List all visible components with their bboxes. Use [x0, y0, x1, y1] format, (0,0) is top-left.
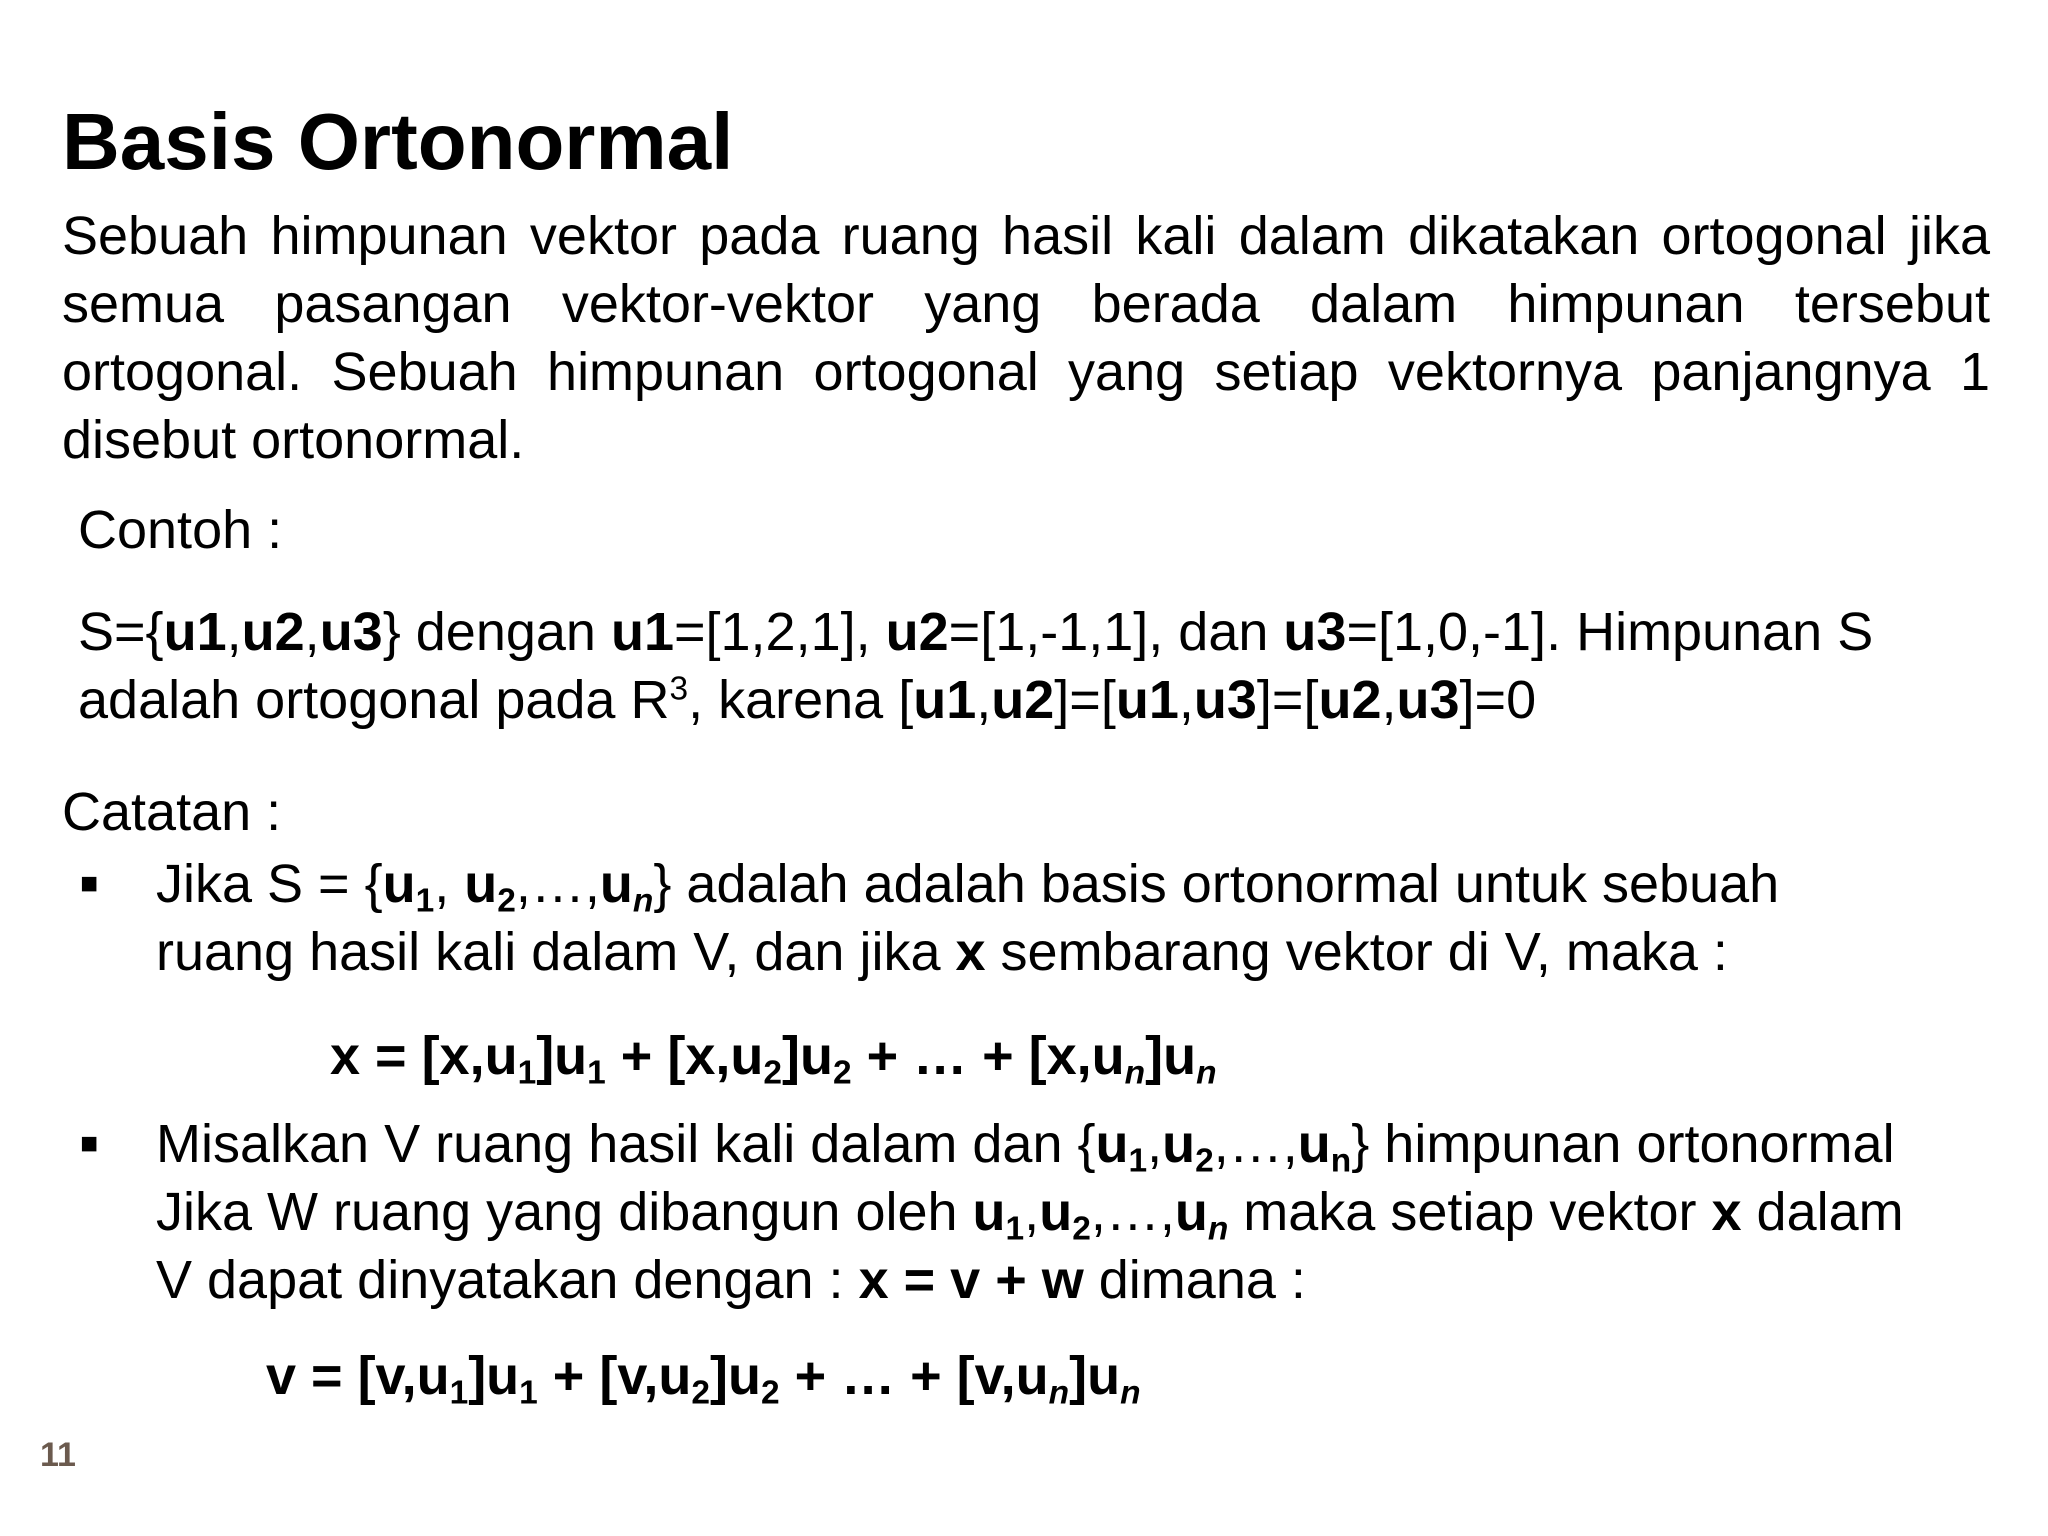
symbol: u	[1162, 1114, 1196, 1174]
text: } himpunan ortonormal	[1351, 1114, 1895, 1174]
vector-u3: u3	[1193, 670, 1257, 730]
example-line-1	[78, 598, 1873, 666]
subscript: 2	[832, 1054, 852, 1092]
text: } dengan	[382, 602, 611, 662]
symbol: u	[382, 854, 416, 914]
text: Jika W ruang yang dibangun oleh	[156, 1182, 973, 1242]
text: =[1,2,1],	[673, 602, 886, 662]
text: ]=0	[1459, 670, 1537, 730]
subscript: 1	[415, 882, 435, 920]
text: V dapat dinyatakan dengan :	[156, 1250, 859, 1310]
subscript: n	[1120, 1374, 1141, 1412]
text: ]u	[1145, 1026, 1197, 1086]
text: v = [v,u	[266, 1346, 450, 1406]
vector-u	[1297, 1114, 1352, 1180]
vector-w: w	[1041, 1250, 1084, 1310]
subscript: 1	[1005, 1210, 1025, 1248]
symbol: u	[1297, 1114, 1331, 1174]
text: ]=[	[1256, 670, 1319, 730]
text: maka setiap vektor	[1228, 1182, 1712, 1242]
vector-u2: u2	[885, 602, 949, 662]
bullet2-line-2	[156, 1178, 1904, 1246]
bullet2-line-3	[156, 1246, 1306, 1314]
text: sembarang vektor di V, maka :	[985, 922, 1728, 982]
text: } adalah adalah basis ortonormal untuk sebuah	[653, 854, 1780, 914]
symbol: u	[972, 1182, 1006, 1242]
symbol: u	[464, 854, 498, 914]
subscript: n	[1048, 1374, 1070, 1412]
vector-u	[599, 854, 654, 920]
vector-x: x	[1711, 1182, 1742, 1242]
bullet-icon: ■	[80, 1127, 99, 1160]
vector-u1: u1	[163, 602, 227, 662]
example-label: Contoh :	[78, 500, 283, 560]
formula-x-expansion	[330, 1022, 1217, 1090]
text: adalah ortogonal pada R	[78, 670, 670, 730]
text: dalam	[1741, 1182, 1904, 1242]
vector-u3: u3	[1396, 670, 1460, 730]
text: ,	[226, 602, 242, 662]
subscript: n	[1124, 1054, 1146, 1092]
vector-u1: u1	[610, 602, 674, 662]
vector-u	[1095, 1114, 1148, 1180]
text: ]u	[536, 1026, 588, 1086]
subscript: n	[1330, 1142, 1352, 1180]
symbol: u	[1174, 1182, 1208, 1242]
text: ,	[304, 602, 320, 662]
vector-u	[1162, 1114, 1214, 1180]
subscript: 1	[1128, 1142, 1148, 1180]
intro-paragraph: Sebuah himpunan vektor pada ruang hasil kali dalam dikatakan ortogonal jika semua pasangan vektor-vektor yang berada dalam himpunan tersebut ortogonal. Sebuah himpunan ortogonal yang setiap vektornya panjangnya 1 disebut ortonormal.	[62, 206, 1990, 470]
text: + [v,u	[537, 1346, 692, 1406]
subscript: 2	[1072, 1210, 1091, 1248]
text: ruang hasil kali dalam V, dan jika	[156, 922, 956, 982]
vector-u3: u3	[319, 602, 383, 662]
text: ]u	[468, 1346, 520, 1406]
subscript: 1	[517, 1054, 537, 1092]
subscript: 1	[449, 1374, 469, 1412]
vector-u2: u2	[991, 670, 1055, 730]
symbol: u	[599, 854, 633, 914]
vector-u	[464, 854, 516, 920]
text: ,	[1381, 670, 1397, 730]
bullet1-line-2	[156, 918, 1728, 986]
text: ,	[976, 670, 992, 730]
text: ]u	[709, 1346, 761, 1406]
text: =	[888, 1250, 951, 1310]
subscript: 1	[519, 1374, 538, 1412]
bullet1-line-1	[156, 850, 1779, 918]
text: +	[980, 1250, 1042, 1310]
subscript: 2	[763, 1054, 782, 1092]
notes-label: Catatan :	[62, 782, 282, 842]
vector-u2: u2	[241, 602, 305, 662]
vector-v: v	[950, 1250, 981, 1310]
formula-v-expansion	[266, 1342, 1141, 1410]
text: =[1,0,-1]. Himpunan S	[1346, 602, 1874, 662]
subscript: 2	[760, 1374, 780, 1412]
page-number: 11	[40, 1436, 76, 1474]
subscript: 2	[1195, 1142, 1214, 1180]
text: ,	[434, 854, 465, 914]
vector-u2: u2	[1318, 670, 1382, 730]
text: =[1,-1,1], dan	[948, 602, 1284, 662]
vector-x: x	[955, 922, 986, 982]
text: Jika S = {	[156, 854, 383, 914]
vector-u	[382, 854, 435, 920]
text: S={	[78, 602, 164, 662]
text: ,…,	[1090, 1182, 1175, 1242]
text: dimana :	[1083, 1250, 1306, 1310]
symbol: u	[1039, 1182, 1073, 1242]
subscript: n	[632, 882, 654, 920]
text: ,	[1147, 1114, 1163, 1174]
subscript: n	[1207, 1210, 1229, 1248]
text: + [x,u	[605, 1026, 764, 1086]
bullet-icon: ■	[80, 867, 99, 900]
text: + … + [x,u	[851, 1026, 1125, 1086]
subscript: 2	[691, 1374, 710, 1412]
subscript: n	[1196, 1054, 1217, 1092]
subscript: 2	[497, 882, 516, 920]
vector-u	[1174, 1182, 1229, 1248]
slide-title: Basis Ortonormal	[62, 97, 734, 186]
vector-u	[1039, 1182, 1091, 1248]
vector-u	[972, 1182, 1025, 1248]
text: ,…,	[515, 854, 600, 914]
symbol: u	[1095, 1114, 1129, 1174]
text: Misalkan V ruang hasil kali dalam dan {	[156, 1114, 1096, 1174]
text: ,	[1024, 1182, 1040, 1242]
subscript: 1	[587, 1054, 606, 1092]
vector-u3: u3	[1283, 602, 1347, 662]
text: + … + [v,u	[779, 1346, 1049, 1406]
text: ,	[1178, 670, 1194, 730]
vector-u1: u1	[1115, 670, 1179, 730]
text: , karena [	[688, 670, 914, 730]
text: ,…,	[1213, 1114, 1298, 1174]
text: ]u	[1069, 1346, 1121, 1406]
bullet2-line-1	[156, 1110, 1895, 1178]
text: x = [x,u	[330, 1026, 518, 1086]
vector-x: x	[858, 1250, 889, 1310]
vector-u1: u1	[913, 670, 977, 730]
text: ]u	[781, 1026, 833, 1086]
example-line-2	[78, 666, 1536, 734]
superscript: 3	[669, 670, 689, 708]
text: ]=[	[1054, 670, 1116, 730]
